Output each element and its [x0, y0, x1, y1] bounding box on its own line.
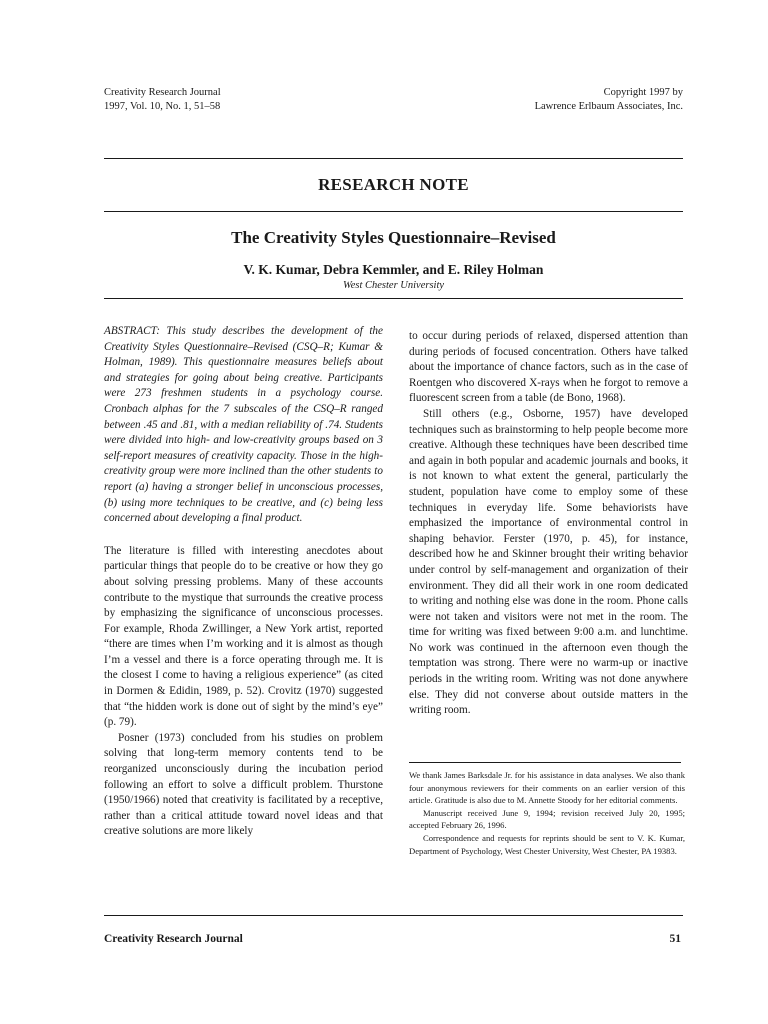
footnote-rule: [409, 762, 681, 763]
article-title: The Creativity Styles Questionnaire–Revised: [231, 228, 556, 247]
title-rule: [104, 298, 683, 299]
footer-journal-name: Creativity Research Journal: [104, 933, 243, 945]
publisher-line: Lawrence Erlbaum Associates, Inc.: [534, 101, 683, 112]
footnotes: [409, 769, 685, 857]
copyright-notice: [535, 86, 683, 114]
copyright-line: Copyright 1997 by: [603, 87, 683, 98]
journal-volume: 1997, Vol. 10, No. 1, 51–58: [104, 101, 221, 112]
body-paragraph-2: Posner (1973) concluded from his studies on problem solving that long-term memory contents tend to be reorganized unconsciously during the incubation period following an effort to solve a difficult problem. Thurstone (1950/1966) noted that creativity is facilitated by a receptive, rather than a critical attitude toward novel ideas and that creative solutions are more likely: [104, 731, 383, 838]
journal-name: Creativity Research Journal: [104, 87, 221, 98]
body-paragraph-1: The literature is filled with interesting anecdotes about particular things that people do to be creative or how they go about solving pressing problems. Many of these accounts contribute to the mystique that surrounds the creative process by emphasizing the significance of unconscious processes. For example, Rhoda Zwillinger, a New York artist, reported “there are times when I’m working and it is almost as though I’m a vessel and there is a force operating through me. It is the closest I come to having a religious experience” (as cited in Dormen & Edidin, 1989, p. 52). Crovitz (1970) suggested that “the hidden work is done out of sight by the mind’s eye” (p. 79).: [104, 544, 383, 729]
top-rule: [104, 158, 683, 159]
acknowledgment-note: We thank James Barksdale Jr. for his assistance in data analyses. We also thank four anonymous reviewers for their comments on an earlier version of this article. Gratitude is also due to M. Annette Stoody for her editorial comments.: [409, 770, 685, 806]
author-affiliation: West Chester University: [342, 280, 445, 291]
body-paragraph-4: Still others (e.g., Osborne, 1957) have developed techniques such as brainstorming to help people become more creative. Although these techniques have been described time and again in both popular and academic journals and books, it is not known to what extent the general, particularly the student, population have come to employ some of these techniques in everyday life. Some behaviorists have emphasized the importance of environmental control in shaping behavior. Ferster (1970, p. 45), for instance, described how he and Skinner brought their writing behavior under control by self-management and organization of their environment. They did all their work in one room dedicated to writing and nothing else was done in the room. Phone calls were not taken and visitors were not met in the room. The time for writing was fixed between 9:00 a.m. and lunchtime. No work was continued in the afternoon even though the temptation was strong. There were no warm-up or inactive periods in the writing room. Writing was not done anywhere else. They did not converse about outside matters in the writing room.: [409, 407, 688, 717]
section-rule: [104, 211, 683, 212]
page-number: 51: [669, 933, 681, 945]
abstract: ABSTRACT: This study describes the development of the Creativity Styles Questionnaire–Revised (CSQ–R; Kumar & Holman, 1989). This questionnaire measures beliefs about and strategies for going about being creative. Participants were 273 freshmen students in a psychology course. Cronbach alphas for the 7 subscales of the CSQ–R ranged between .45 and .81, with a median reliability of .74. Students were divided into high- and low-creativity groups based on 3 self-report measures of creativity capacity. Those in the high-creativity group were more inclined than the other students to report (a) having a stronger belief in unconscious processes, (b) using more techniques to be creative, and (c) being less concerned about developing a final product.: [104, 325, 383, 525]
right-column: [409, 329, 688, 719]
section-heading: RESEARCH NOTE: [318, 175, 469, 194]
journal-citation: [104, 86, 221, 114]
body-paragraph-3: to occur during periods of relaxed, dispersed attention than during periods of focused concentration. Others have talked about the importance of chance factors, such as in the case of Roentgen who discovered X-rays when he forgot to remove a fluorescent screen from a table (de Bono, 1968).: [409, 330, 688, 405]
footer-rule: [104, 915, 683, 916]
article-authors: V. K. Kumar, Debra Kemmler, and E. Riley Holman: [243, 262, 544, 277]
left-column: [104, 324, 383, 840]
manuscript-dates-note: Manuscript received June 9, 1994; revision received July 20, 1995; accepted February 26, 1996.: [409, 807, 685, 831]
correspondence-note: Correspondence and requests for reprints should be sent to V. K. Kumar, Department of Psychology, West Chester University, West Chester, PA 19383.: [409, 832, 685, 856]
